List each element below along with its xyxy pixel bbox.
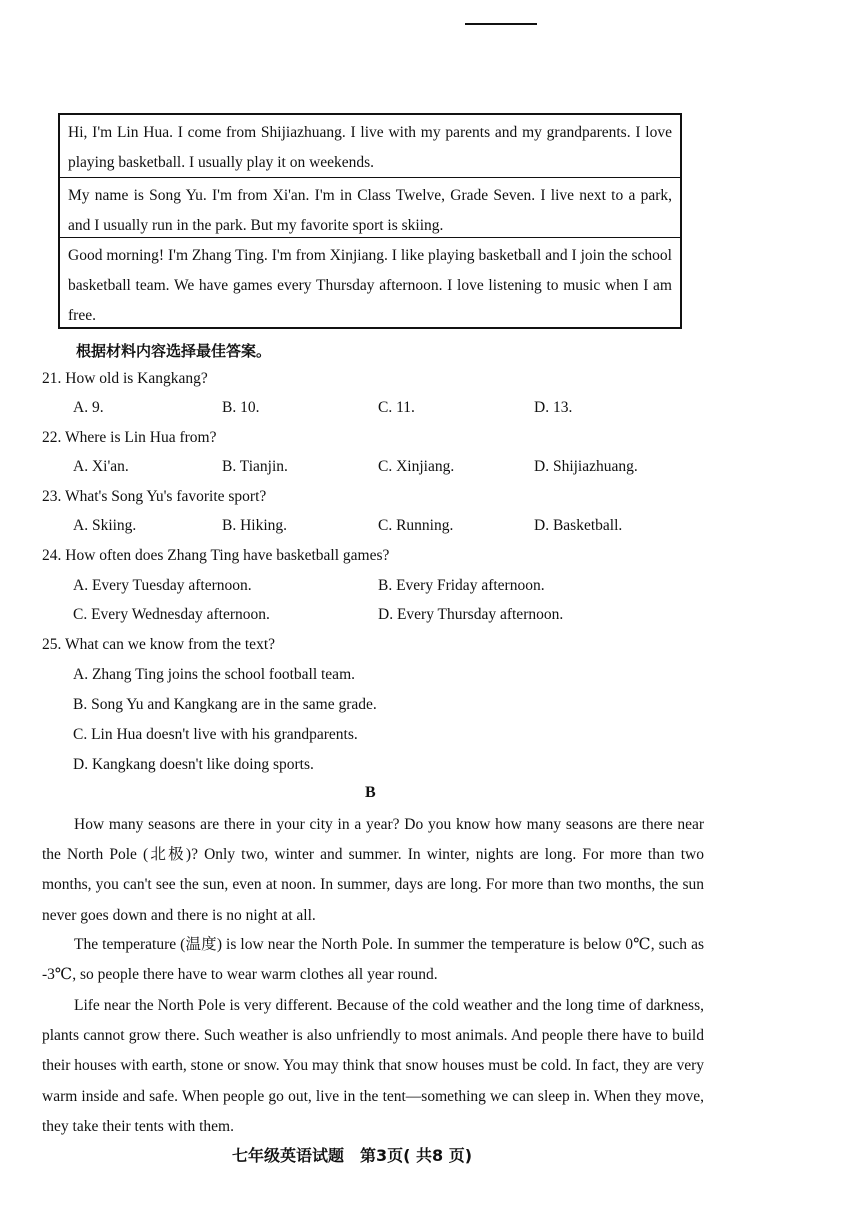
question-23: 23. What's Song Yu's favorite sport? bbox=[42, 488, 267, 505]
question-25: 25. What can we know from the text? bbox=[42, 636, 275, 653]
q22-option-b: B. Tianjin. bbox=[222, 458, 288, 475]
q24-option-c: C. Every Wednesday afternoon. bbox=[73, 606, 270, 623]
profile-zhang-ting: Good morning! I'm Zhang Ting. I'm from Xinjiang. I like playing basketball and I join the school basketball team. We have games every Thursday afternoon. I love listening to music when I am free. bbox=[60, 237, 680, 327]
q21-option-b: B. 10. bbox=[222, 399, 260, 416]
profile-lin-hua: Hi, I'm Lin Hua. I come from Shijiazhuang. I live with my parents and my grandparents. I love playing basketball. I usually play it on weekends. bbox=[68, 124, 672, 171]
instruction: 根据材料内容选择最佳答案。 bbox=[76, 342, 272, 360]
passage-paragraph-3: Life near the North Pole is very different. Because of the cold weather and the long time of darkness, plants cannot grow there. Such weather is also unfriendly to most animals. And people there have to build their houses with earth, stone or snow. You may think that snow houses must be cold. In fact, they are very warm inside and safe. When people go out, live in the tent—something we can sleep in. When they move, they take their tents with them. bbox=[42, 997, 704, 1135]
q21-option-d: D. 13. bbox=[534, 399, 573, 416]
question-24: 24. How often does Zhang Ting have basketball games? bbox=[42, 547, 390, 564]
q24-option-a: A. Every Tuesday afternoon. bbox=[73, 577, 252, 594]
section-title: B bbox=[365, 784, 376, 801]
question-22: 22. Where is Lin Hua from? bbox=[42, 429, 217, 446]
q23-option-d: D. Basketball. bbox=[534, 517, 623, 534]
q21-option-c: C. 11. bbox=[378, 399, 415, 416]
header-rule bbox=[465, 23, 537, 25]
q22-option-d: D. Shijiazhuang. bbox=[534, 458, 638, 475]
q24-option-b: B. Every Friday afternoon. bbox=[378, 577, 545, 594]
passage-paragraph-2: The temperature (温度) is low near the North Pole. In summer the temperature is below 0℃, such as -3℃, so people there have to wear warm clothes all year round. bbox=[42, 936, 704, 984]
q25-option-a: A. Zhang Ting joins the school football team. bbox=[73, 666, 355, 683]
question-21: 21. How old is Kangkang? bbox=[42, 370, 208, 387]
q25-option-c: C. Lin Hua doesn't live with his grandparents. bbox=[73, 726, 358, 743]
profiles-table bbox=[58, 113, 682, 329]
q23-option-a: A. Skiing. bbox=[73, 517, 137, 534]
q23-option-c: C. Running. bbox=[378, 517, 454, 534]
q23-option-b: B. Hiking. bbox=[222, 517, 288, 534]
passage-paragraph-1: How many seasons are there in your city in a year? Do you know how many seasons are there near the North Pole (北极)? Only two, winter and summer. In winter, nights are long. For more than two months, you can't see the sun, even at noon. In summer, days are long. For more than two months, the sun never goes down and there is no night at all. bbox=[42, 816, 704, 924]
q25-option-b: B. Song Yu and Kangkang are in the same grade. bbox=[73, 696, 377, 713]
q22-option-a: A. Xi'an. bbox=[73, 458, 129, 475]
q22-option-c: C. Xinjiang. bbox=[378, 458, 455, 475]
page-footer: 七年级英语试题 第3页( 共8 页) bbox=[232, 1146, 473, 1165]
q25-option-d: D. Kangkang doesn't like doing sports. bbox=[73, 756, 314, 773]
q21-option-a: A. 9. bbox=[73, 399, 104, 416]
q24-option-d: D. Every Thursday afternoon. bbox=[378, 606, 564, 623]
profile-song-yu: My name is Song Yu. I'm from Xi'an. I'm in Class Twelve, Grade Seven. I live next to a park, and I usually run in the park. But my favorite sport is skiing. bbox=[60, 177, 680, 237]
